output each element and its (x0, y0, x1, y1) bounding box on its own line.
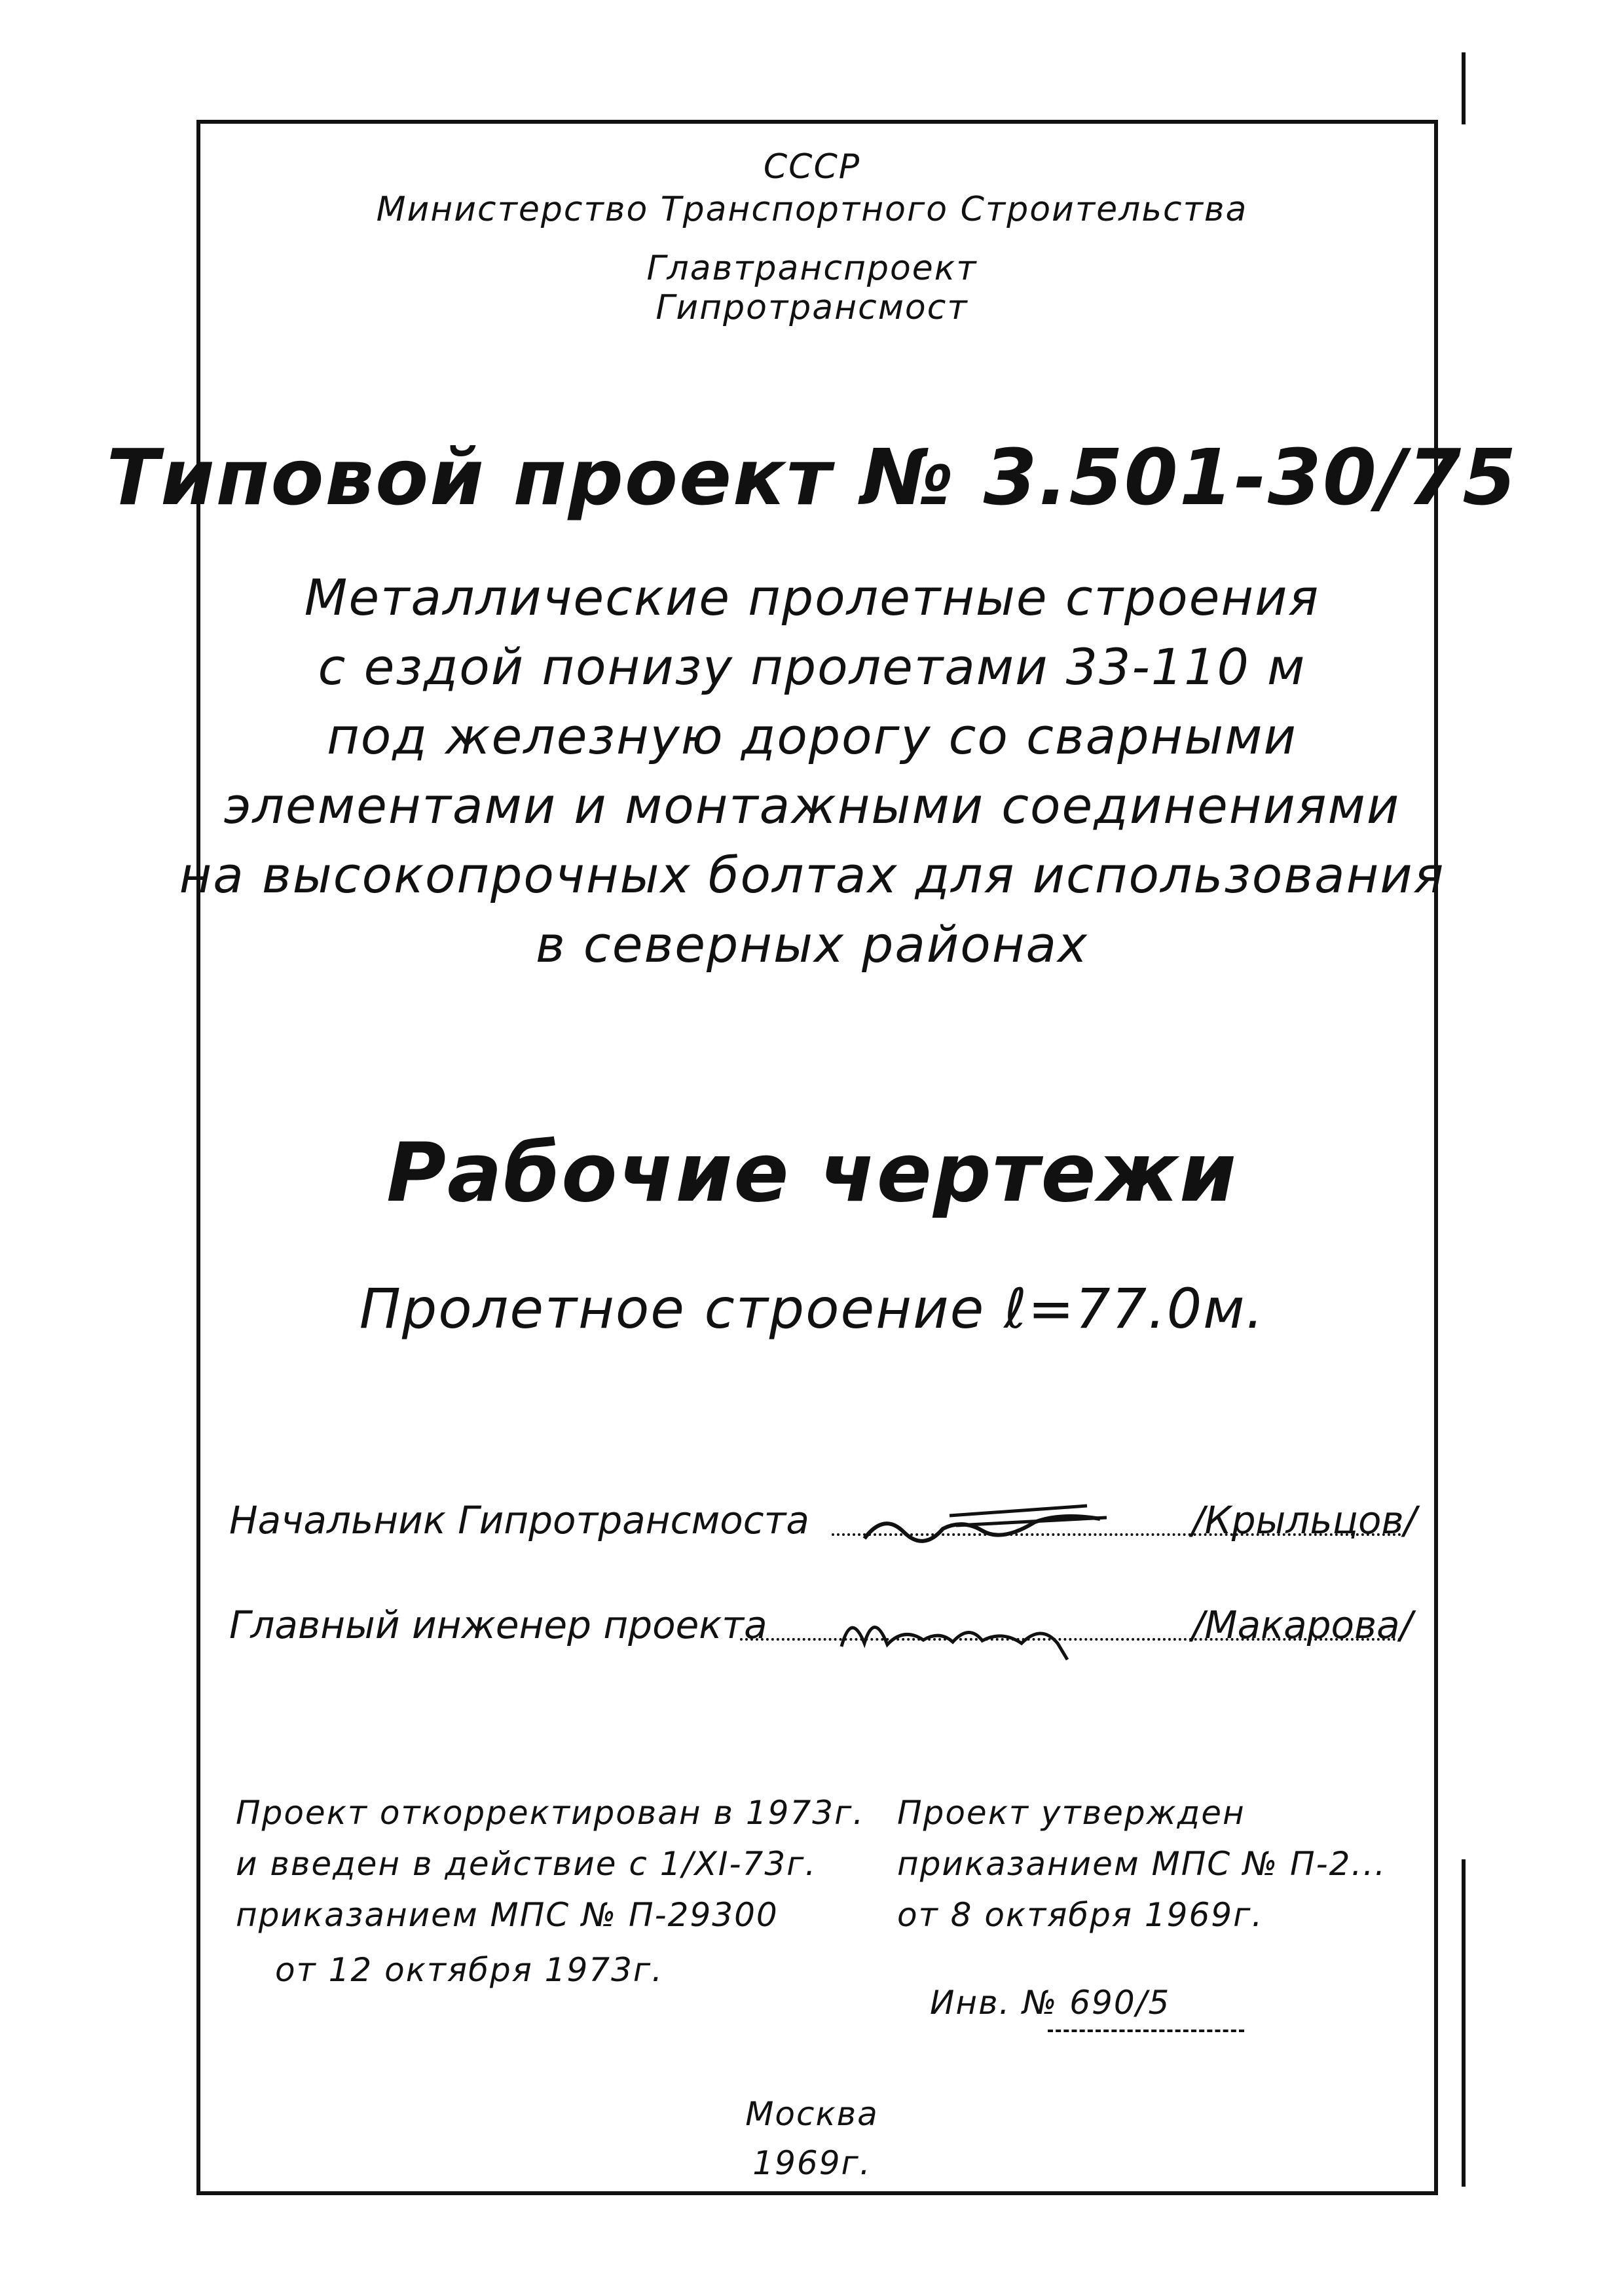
span-title: Пролетное строение ℓ=77.0м. (359, 1277, 1265, 1341)
approval-note-line: от 8 октября 1969г. (897, 1896, 1264, 1934)
description-line: Металлические пролетные строения (304, 568, 1320, 627)
correction-note-line: от 12 октября 1973г. (275, 1951, 664, 1989)
approval-note-line: приказанием МПС № П-2... (897, 1845, 1387, 1883)
handwritten-signature-1 (851, 1493, 1126, 1558)
institute-heading: Гипротрансмост (655, 288, 969, 327)
approval-note-line: Проект утвержден (897, 1794, 1246, 1832)
correction-note-line: и введен в действие с 1/XI-73г. (236, 1845, 817, 1883)
signature-role: Начальник Гипротрансмоста (229, 1498, 809, 1542)
inventory-number: Инв. № 690/5 (930, 1984, 1171, 2022)
signature-name: /Крыльцов/ (1192, 1498, 1417, 1542)
city-label: Москва (745, 2095, 879, 2133)
correction-note-line: Проект откорректирован в 1973г. (236, 1794, 865, 1832)
signature-role: Главный инженер проекта (229, 1603, 767, 1647)
signature-row-chief-engineer (223, 1597, 1421, 1656)
description-line: с ездой понизу пролетами 33-110 м (318, 638, 1306, 696)
edge-mark-top (1462, 52, 1466, 124)
ministry-heading: Министерство Транспортного Строительства (376, 190, 1248, 229)
inventory-underline (1048, 2030, 1244, 2032)
description-line: на высокопрочных болтах для использования (179, 846, 1445, 904)
handwritten-signature-2 (832, 1597, 1107, 1663)
description-line: элементами и монтажными соединениями (223, 776, 1401, 835)
description-line: под железную дорогу со сварными (327, 707, 1297, 765)
edge-mark-bottom (1462, 1859, 1466, 2187)
signature-row-head (223, 1493, 1421, 1552)
department-heading: Главтранспроект (646, 249, 978, 288)
description-line: в северных районах (535, 915, 1089, 974)
year-label: 1969г. (752, 2144, 872, 2182)
correction-note-line: приказанием МПС № П-29300 (236, 1896, 779, 1934)
signature-name: /Макарова/ (1192, 1603, 1413, 1647)
country-heading: СССР (763, 147, 861, 187)
document-type-heading: Рабочие чертежи (386, 1126, 1238, 1220)
project-title: Типовой проект № 3.501-30/75 (106, 432, 1518, 522)
